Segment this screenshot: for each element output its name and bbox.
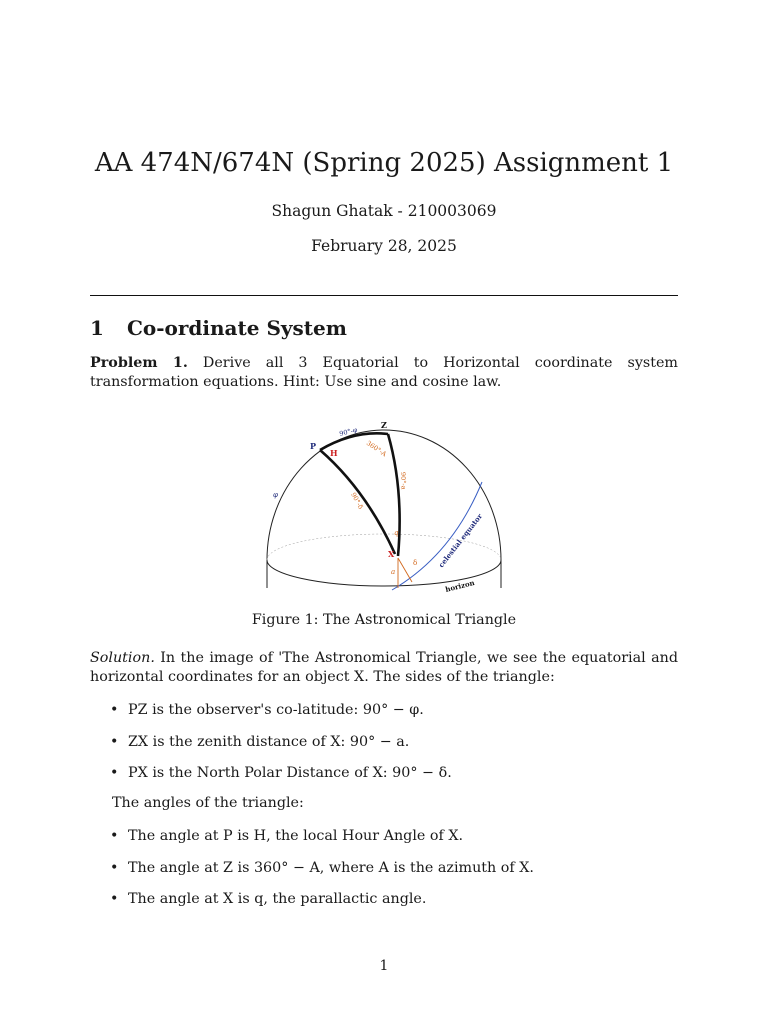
list-item: • ZX is the zenith distance of X: 90° − a. — [110, 732, 670, 752]
problem-label: Problem 1. — [90, 355, 188, 371]
problem-paragraph — [90, 354, 678, 392]
label-horizon: horizon — [444, 577, 476, 594]
angles-heading: The angles of the triangle: — [112, 795, 304, 811]
figure-caption: Figure 1: The Astronomical Triangle — [251, 612, 517, 628]
section-number: 1 — [90, 316, 104, 340]
list-item: • The angle at Z is 360° − A, where A is the azimuth of X. — [110, 858, 670, 878]
solution-paragraph — [90, 649, 678, 687]
declination-line — [398, 558, 412, 582]
label-a: a — [391, 568, 396, 576]
label-z: Z — [381, 420, 387, 430]
list-item: • The angle at P is H, the local Hour Angle of X. — [110, 826, 670, 846]
label-x: X — [388, 549, 395, 559]
angles-list — [110, 826, 670, 921]
sides-list — [110, 700, 670, 795]
paper-date: February 28, 2025 — [311, 237, 457, 255]
label-zx: 90°-a — [399, 471, 408, 490]
section-heading — [90, 314, 347, 342]
section-title: Co-ordinate System — [127, 316, 347, 340]
title-rule — [90, 295, 678, 296]
solution-label: Solution. — [90, 650, 155, 666]
solution-text: In the image of 'The Astronomical Triangle, we see the equatorial and horizontal coordinates for an object X. The sides of the triangle: — [90, 650, 678, 685]
label-phi: φ — [273, 491, 278, 499]
label-q: q — [394, 529, 399, 537]
paper-author: Shagun Ghatak - 210003069 — [271, 202, 497, 220]
label-delta: δ — [413, 559, 418, 567]
astronomical-triangle-figure — [262, 420, 506, 598]
problem-text: Derive all 3 Equatorial to Horizontal coordinate system transformation equations. Hint: Use sine and cosine law. — [90, 355, 678, 390]
label-equator: celestial equator — [436, 511, 485, 570]
list-item: • PX is the North Polar Distance of X: 90° − δ. — [110, 763, 670, 783]
list-item: • PZ is the observer's co-latitude: 90° − φ. — [110, 700, 670, 720]
label-h: H — [330, 448, 338, 458]
paper-title: AA 474N/674N (Spring 2025) Assignment 1 — [94, 148, 674, 178]
page-number: 1 — [379, 958, 389, 974]
label-p: P — [310, 441, 317, 451]
label-pz: 90°-φ — [338, 425, 359, 438]
list-item: • The angle at X is q, the parallactic angle. — [110, 889, 670, 909]
side-zx — [388, 434, 400, 556]
label-angle-z: 360°-A — [364, 439, 389, 459]
label-px: 90°-δ — [349, 491, 365, 511]
